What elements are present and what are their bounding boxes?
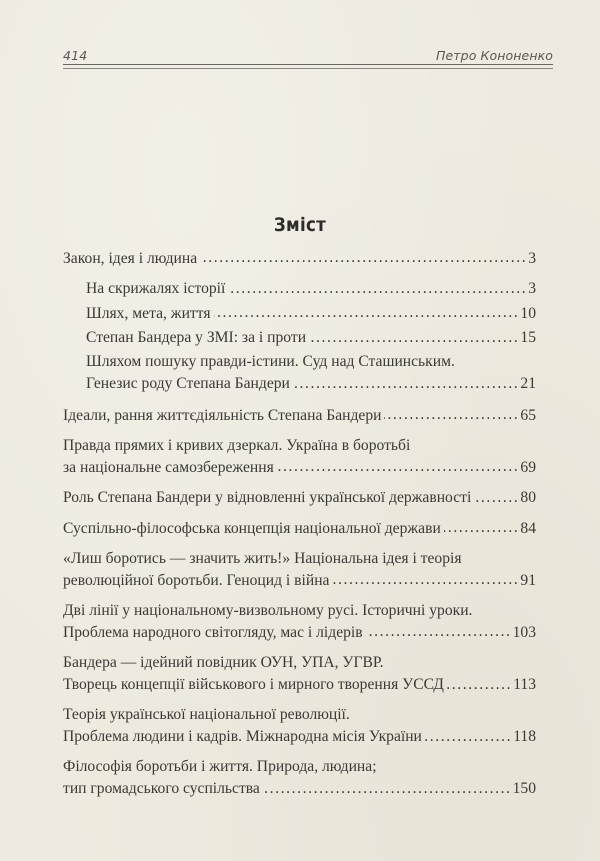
toc-entry-last-line bbox=[86, 373, 536, 395]
dot-leader bbox=[263, 778, 512, 794]
toc-entry-title-line: Закон, ідея і людина bbox=[63, 249, 198, 267]
toc-entry-page-number: 15 bbox=[520, 329, 536, 347]
toc-entry bbox=[63, 487, 536, 509]
toc-entry-title-line: Суспільно-філософська концепція національної держави bbox=[63, 519, 441, 537]
toc-entry-title-line: за національне самозбереження bbox=[63, 458, 274, 476]
toc-entry-last-line bbox=[63, 517, 536, 539]
toc-entry-last-line bbox=[63, 247, 536, 269]
dot-leader bbox=[293, 373, 520, 389]
toc-entry bbox=[63, 517, 536, 539]
toc-entry-title-line: Степан Бандера у ЗМІ: за і проти bbox=[86, 329, 307, 347]
dot-leader bbox=[384, 404, 519, 420]
toc-entry-last-line bbox=[63, 487, 536, 509]
toc-entry bbox=[86, 302, 536, 324]
toc-entry-page-number: 10 bbox=[520, 304, 536, 322]
toc-entry bbox=[63, 404, 536, 426]
toc-entry bbox=[86, 327, 536, 349]
header-rule bbox=[63, 64, 553, 65]
dot-leader bbox=[200, 247, 527, 263]
dot-leader bbox=[309, 327, 519, 343]
toc-entry-last-line bbox=[63, 404, 536, 426]
toc-entry-title-line: Проблема людини і кадрів. Міжнародна місія України bbox=[63, 728, 422, 746]
toc-entry-page-number: 3 bbox=[528, 249, 536, 267]
toc-entry bbox=[63, 600, 536, 644]
toc-entry-title-line: революційної боротьби. Геноцид і війна bbox=[63, 571, 330, 589]
toc-entry-title-line: Роль Степана Бандери у відновленні української державності bbox=[63, 489, 472, 507]
toc-title: Зміст bbox=[273, 214, 327, 236]
toc-entry-title-line: Бандера — ідейний повідник ОУН, УПА, УГВР. bbox=[63, 654, 384, 672]
toc-entry-page-number: 3 bbox=[528, 280, 536, 298]
running-head bbox=[63, 45, 553, 65]
toc-entry bbox=[63, 756, 536, 800]
toc-entry-last-line bbox=[86, 278, 536, 300]
toc-entry-last-line bbox=[86, 327, 536, 349]
toc-entry-last-line bbox=[63, 456, 536, 478]
toc-entry-page-number: 150 bbox=[512, 780, 536, 798]
dot-leader bbox=[214, 302, 520, 318]
toc-entry-page-number: 91 bbox=[520, 571, 536, 589]
toc-entry-last-line bbox=[86, 302, 536, 324]
toc-entry-title-line: Шляхом пошуку правди-істини. Суд над Сташинським. bbox=[86, 353, 455, 371]
toc-entry bbox=[63, 247, 536, 269]
toc-entry-last-line bbox=[63, 674, 536, 696]
dot-leader bbox=[332, 569, 519, 585]
toc-entry-title-line: Філософія боротьби і життя. Природа, людина; bbox=[63, 758, 377, 776]
page-number: 414 bbox=[63, 48, 88, 63]
toc-entry-page-number: 69 bbox=[520, 458, 536, 476]
toc-entry-title-line: Проблема народного світогляду, мас і лідерів bbox=[63, 624, 363, 642]
toc-entry-page-number: 65 bbox=[520, 406, 536, 424]
toc-entry-page-number: 113 bbox=[513, 676, 536, 694]
toc-entry bbox=[63, 704, 536, 748]
dot-leader bbox=[447, 674, 512, 690]
dot-leader bbox=[366, 621, 512, 637]
toc-entry-page-number: 21 bbox=[520, 375, 536, 393]
toc-entry-last-line bbox=[63, 778, 536, 800]
toc-entry bbox=[63, 652, 536, 696]
toc-entry-page-number: 84 bbox=[520, 519, 536, 537]
toc-entry bbox=[86, 351, 536, 395]
toc-entry-page-number: 80 bbox=[520, 489, 536, 507]
dot-leader bbox=[425, 726, 512, 742]
toc-entry-title-line: На скрижалях історії bbox=[86, 280, 226, 298]
running-head-author: Петро Кононенко bbox=[435, 48, 553, 63]
dot-leader bbox=[277, 456, 520, 472]
toc-entry-page-number: 103 bbox=[512, 624, 536, 642]
toc-entry-page-number: 118 bbox=[513, 728, 536, 746]
toc-entry bbox=[63, 548, 536, 592]
toc-entry bbox=[63, 435, 536, 479]
toc-entry bbox=[86, 278, 536, 300]
toc-entry-title-line: Шлях, мета, життя bbox=[86, 304, 211, 322]
toc-entry-title-line: Творець концепції військового і мирного творення УССД bbox=[63, 676, 444, 694]
toc-entry-last-line bbox=[63, 569, 536, 591]
toc-entry-title-line: Правда прямих і кривих дзеркал. Україна в боротьбі bbox=[63, 436, 411, 454]
toc-entry-title-line: «Лиш боротись — значить жить!» Національна ідея і теорія bbox=[63, 549, 462, 567]
dot-leader bbox=[228, 278, 527, 294]
toc-entry-title-line: Дві лінії у національному-визвольному русі. Історичні уроки. bbox=[63, 601, 473, 619]
toc-entry-title-line: Генезис роду Степана Бандери bbox=[86, 375, 290, 393]
toc-entry-last-line bbox=[63, 726, 536, 748]
toc-entry-title-line: тип громадського суспільства bbox=[63, 780, 260, 798]
header-rule-secondary bbox=[63, 68, 553, 69]
toc-entry-title-line: Ідеали, рання життєдіяльність Степана Бандери bbox=[63, 406, 382, 424]
dot-leader bbox=[444, 517, 520, 533]
dot-leader bbox=[474, 487, 519, 503]
toc-entry-title-line: Теорія української національної революції. bbox=[63, 706, 350, 724]
toc-entry-last-line bbox=[63, 621, 536, 643]
table-of-contents bbox=[63, 247, 536, 808]
